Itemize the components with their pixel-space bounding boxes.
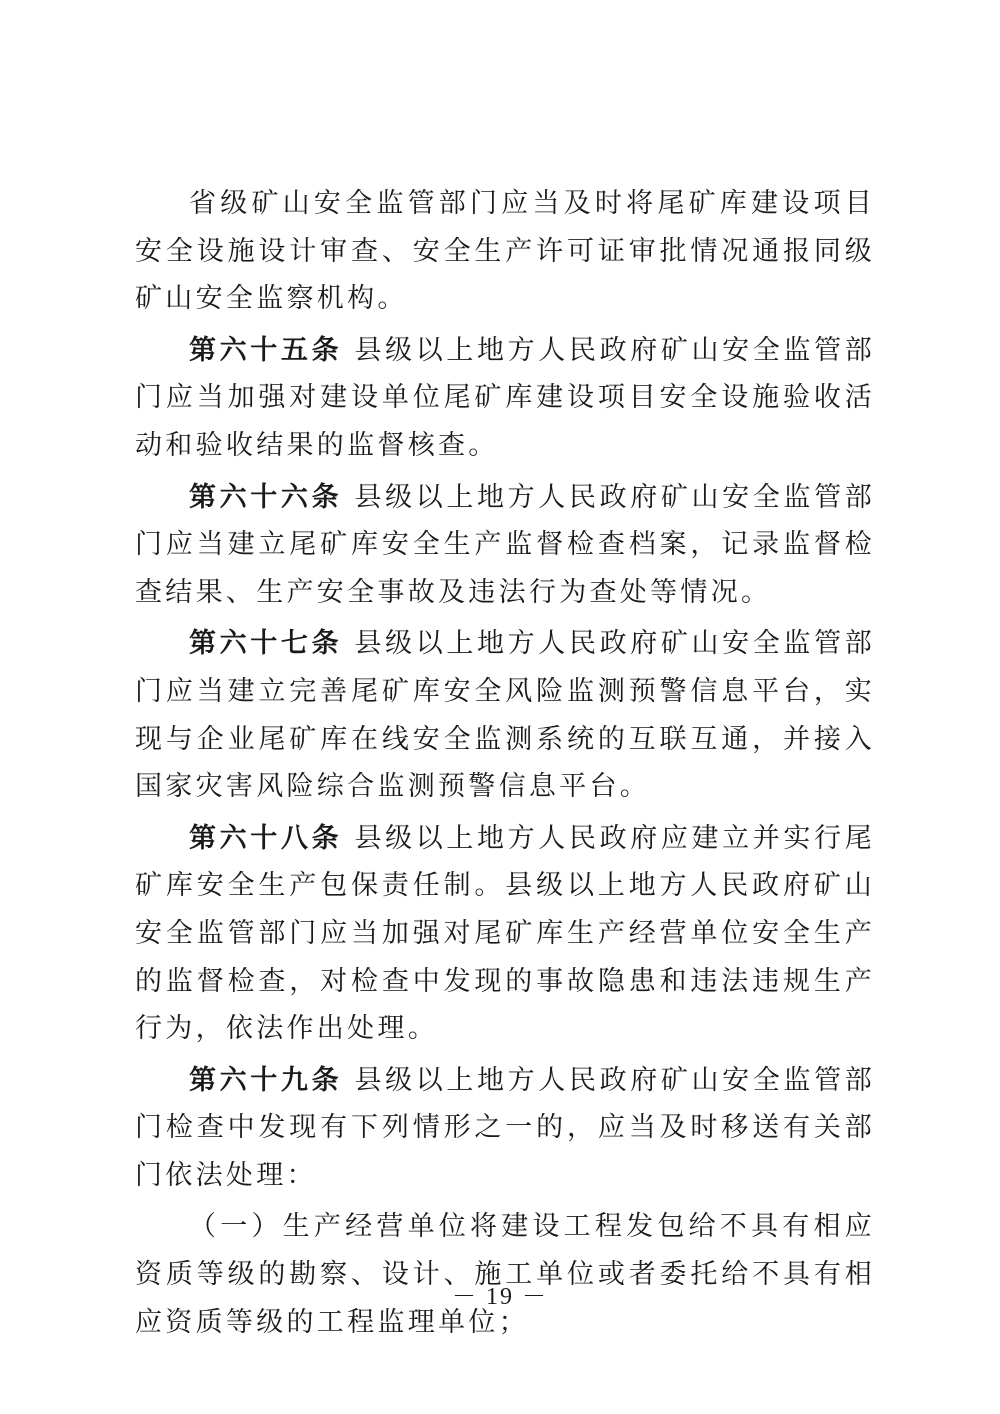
article-text: 县级以上地方人民政府矿山安全监管部门应当加强对建设单位尾矿库建设项目安全设施验收活动和验收结果的监督核查。 [135, 334, 876, 461]
article-66 [135, 474, 875, 617]
article-text: 县级以上地方人民政府应建立并实行尾矿库安全生产包保责任制。县级以上地方人民政府矿山安全监管部门应当加强对尾矿库生产经营单位安全生产的监督检查，对检查中发现的事故隐患和违法违规生产行为，依法作出处理。 [135, 822, 876, 1045]
article-text: 县级以上地方人民政府矿山安全监管部门检查中发现有下列情形之一的，应当及时移送有关部门依法处理： [135, 1064, 876, 1191]
document-body [135, 180, 875, 1350]
article-number: 第六十五条 [189, 334, 343, 366]
article-number: 第六十八条 [189, 822, 343, 854]
article-number: 第六十七条 [189, 628, 343, 660]
article-text: 县级以上地方人民政府矿山安全监管部门应当建立完善尾矿库安全风险监测预警信息平台，实现与企业尾矿库在线安全监测系统的互联互通，并接入国家灾害风险综合监测预警信息平台。 [135, 628, 876, 803]
article-number: 第六十六条 [189, 481, 343, 513]
page-number: － 19 － [452, 1284, 548, 1310]
article-67 [135, 620, 875, 810]
article-text: 县级以上地方人民政府矿山安全监管部门应当建立尾矿库安全生产监督检查档案，记录监督检查结果、生产安全事故及违法行为查处等情况。 [135, 481, 876, 608]
paragraph-text: 省级矿山安全监管部门应当及时将尾矿库建设项目安全设施设计审查、安全生产许可证审批情况通报同级矿山安全监察机构。 [135, 188, 875, 315]
paragraph-continuation [135, 180, 875, 323]
article-69 [135, 1057, 875, 1200]
article-65 [135, 327, 875, 470]
article-number: 第六十九条 [189, 1064, 343, 1096]
article-68 [135, 815, 875, 1053]
list-item-1 [135, 1203, 875, 1346]
list-item-text: （一）生产经营单位将建设工程发包给不具有相应资质等级的勘察、设计、施工单位或者委托给不具有相应资质等级的工程监理单位； [135, 1211, 875, 1338]
